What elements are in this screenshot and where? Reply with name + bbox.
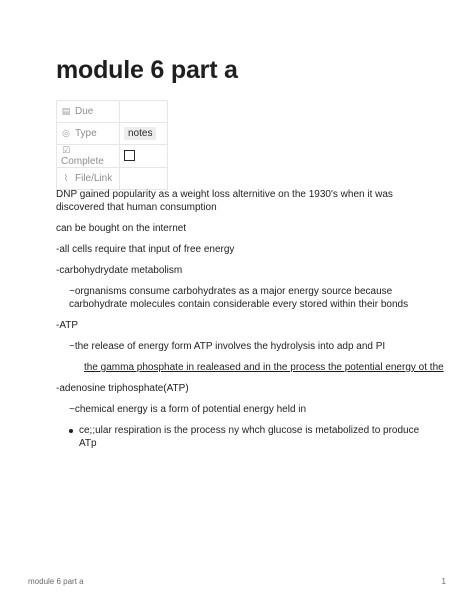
indented-paragraph: ~the release of energy form ATP involves the hydrolysis into adp and PI xyxy=(69,341,386,352)
property-label: Due xyxy=(75,106,94,117)
paperclip-icon: ⌇ xyxy=(63,174,69,184)
type-tag[interactable]: notes xyxy=(124,127,156,140)
checkbox-icon: ☑ xyxy=(61,146,71,156)
indented-paragraph: ~chemical energy is a form of potential energy held in xyxy=(69,404,307,415)
underlined-text: the gamma phosphate in realeased and in the process the potential energy ot the xyxy=(84,362,444,373)
property-value-type[interactable] xyxy=(120,123,168,145)
property-value-complete xyxy=(120,145,168,168)
page-title: module 6 part a xyxy=(56,56,238,84)
calendar-icon: ▤ xyxy=(61,107,71,117)
property-row-type xyxy=(57,123,168,145)
property-label: File/Link xyxy=(75,173,113,184)
property-key xyxy=(57,145,120,168)
properties-table xyxy=(56,100,168,190)
property-label: Type xyxy=(75,128,97,139)
bullet-list xyxy=(56,424,436,450)
paragraph: DNP gained popularity as a weight loss alternitive on the 1930's when it was discovered that human consumption xyxy=(56,189,393,213)
list-item: ce;;ular respiration is the process ny whch glucose is metabolized to produce ATp xyxy=(69,424,436,450)
page-content xyxy=(56,188,444,450)
page-number: 1 xyxy=(441,577,446,586)
indented-paragraph xyxy=(56,361,444,374)
paragraph: -ATP xyxy=(56,320,79,331)
indented-paragraph: ~orgnanisms consume carbohydrates as a major energy source because carbohydrate molecules contain considerable every stored within their bonds xyxy=(69,286,409,310)
property-key xyxy=(57,123,120,145)
property-row-file-link xyxy=(57,168,168,190)
property-row-complete xyxy=(57,145,168,168)
target-icon: ◎ xyxy=(62,129,70,139)
page-footer xyxy=(28,577,446,586)
property-key xyxy=(57,168,120,190)
paragraph: can be bought on the internet xyxy=(56,223,187,234)
paragraph: -adenosine triphosphate(ATP) xyxy=(56,383,189,394)
property-label: Complete xyxy=(61,156,104,167)
property-value-file-link[interactable] xyxy=(120,168,168,190)
complete-checkbox[interactable] xyxy=(124,150,135,161)
property-row-due xyxy=(57,101,168,123)
property-key xyxy=(57,101,120,123)
paragraph: -all cells require that input of free energy xyxy=(56,244,235,255)
footer-title: module 6 part a xyxy=(28,577,84,586)
paragraph: -carbohydrydate metabolism xyxy=(56,265,183,276)
property-value-due[interactable] xyxy=(120,101,168,123)
